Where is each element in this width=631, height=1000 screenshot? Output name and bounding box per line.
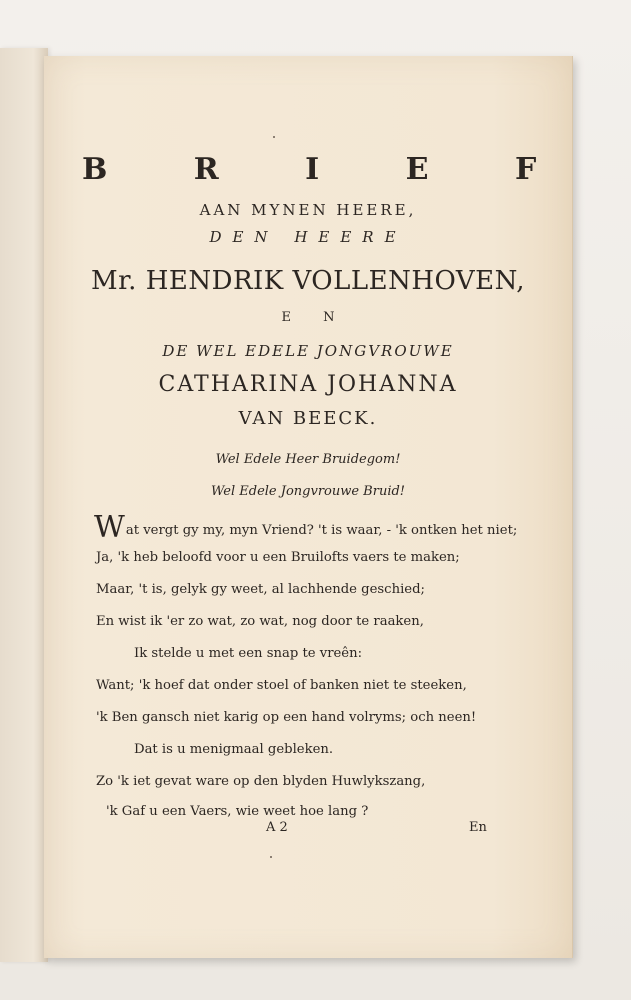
poem-line: En wist ik 'er zo wat, zo wat, nog door te raaken, (96, 614, 424, 629)
recipient2-line-1: CATHARINA JOHANNA (158, 372, 458, 397)
poem-line: 'k Gaf u een Vaers, wie weet hoe lang ? (106, 804, 369, 819)
poem-line: Want; 'k hoef dat onder stoel of banken niet te steeken, (96, 678, 467, 693)
recipient-name: Mr. HENDRIK VOLLENHOVEN, (90, 266, 526, 296)
book-page (44, 56, 573, 958)
poem-line: Ik stelde u met een snap te vreên: (134, 646, 363, 661)
drop-cap: W (94, 510, 125, 545)
recipient2-line-2: VAN BEECK. (238, 408, 378, 429)
address-line-1: AAN MYNEN HEERE, (199, 201, 417, 219)
catchword: En (469, 820, 487, 835)
signature-mark: A 2 (266, 820, 288, 835)
poem-line: Ja, 'k heb beloofd voor u een Bruilofts vaers te maken; (96, 550, 460, 565)
conjunction: E N (281, 310, 349, 325)
address-line-2: DEN HEERE (209, 228, 407, 246)
left-page-edge (0, 48, 48, 962)
salutation-groom: Wel Edele Heer Bruidegom! (215, 452, 401, 467)
poem-line: Dat is u menigmaal gebleken. (134, 742, 334, 757)
poem-line: Maar, 't is, gelyk gy weet, al lachhende geschied; (96, 582, 425, 597)
poem-line: 'k Ben gansch niet karig op een hand volryms; och neen! (96, 710, 477, 725)
ink-speck (273, 136, 275, 138)
salutation-bride: Wel Edele Jongvrouwe Bruid! (210, 484, 406, 499)
title: B R I E F (82, 152, 575, 187)
poem-line: Zo 'k iet gevat ware op den blyden Huwlykszang, (96, 774, 426, 789)
ink-speck (270, 856, 272, 858)
poem-line: Wat vergt gy my, myn Vriend? 't is waar, - 'k ontken het niet; (94, 510, 518, 545)
address-line-3: DE WEL EDELE JONGVROUWE (162, 342, 454, 360)
